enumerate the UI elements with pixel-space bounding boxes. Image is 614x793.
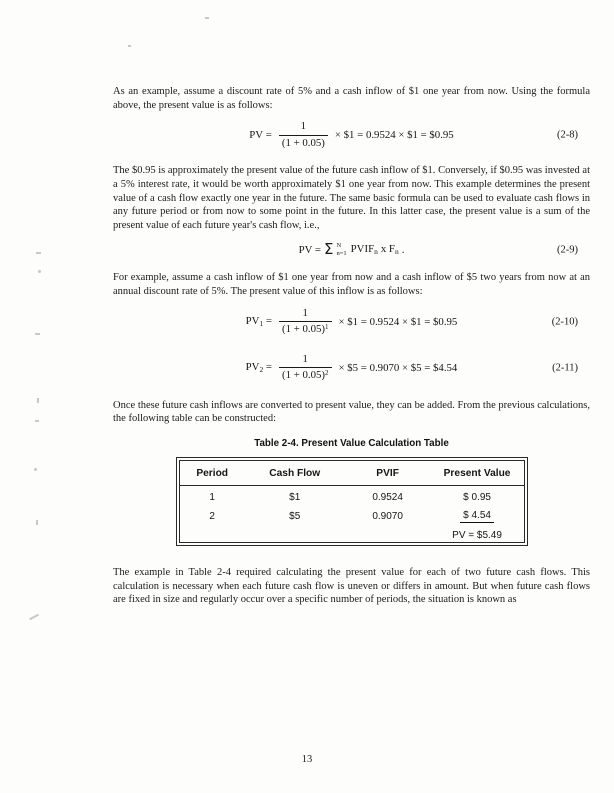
denominator-text: (1 + 0.05)	[282, 369, 325, 382]
table-cell: 2	[209, 510, 215, 522]
equation-2-10	[113, 307, 590, 337]
table-cell: $1	[289, 491, 301, 503]
equation-number: (2-8)	[557, 129, 578, 141]
eq-equals: =	[265, 128, 272, 141]
denominator-exponent: 2	[325, 369, 329, 378]
fraction	[279, 307, 331, 337]
fraction	[279, 353, 331, 383]
sigma-symbol: Σ	[324, 240, 334, 259]
pvif-term	[351, 243, 378, 256]
paragraph-discount-example: As an example, assume a discount rate of 5% and a cash inflow of $1 one year from now. Using the formula above, the present value is as follows:	[113, 86, 590, 111]
equation-2-11	[113, 353, 590, 383]
table-cell-empty	[245, 524, 345, 542]
present-value-table	[176, 457, 528, 546]
table-cell-empty	[180, 524, 245, 542]
col-header-period: Period	[180, 461, 245, 486]
fraction-numerator: 1	[302, 352, 308, 365]
eq-lead: PV =	[298, 243, 322, 256]
col-header-cash-flow: Cash Flow	[245, 461, 345, 486]
table-total-row	[180, 524, 524, 542]
pvif-text: PVIF	[350, 243, 375, 256]
paragraph-present-value-explanation: The $0.95 is approximately the present value of the future cash inflow of $1. Conversely, if $0.95 was invested at a 5% interest rate, it would be worth approximately $1 one year from now. This example determines the present value of a cash flow exactly one year in the future. The same basic formula can be used to evaluate cash flows in any future period or from now to some point in the future. In this latter case, the present value is a sum of the present value of each future year's cash flow, i.e.,	[113, 165, 590, 231]
page-number: 13	[301, 754, 313, 765]
f-term	[381, 243, 399, 256]
eq-rhs: × $1 = 0.9524 × $1 = $0.95	[338, 315, 458, 328]
pvif-subscript: n	[374, 247, 378, 257]
equation-number: (2-11)	[552, 362, 578, 374]
table-header-row	[180, 461, 524, 486]
table-cell: 0.9524	[372, 491, 403, 503]
denominator-exponent: 1	[325, 323, 329, 332]
scan-artifact	[35, 420, 39, 422]
eq-pv-subscript: 1	[259, 319, 264, 329]
equation-number: (2-10)	[551, 316, 578, 328]
col-header-pvif: PVIF	[345, 461, 431, 486]
paragraph-table-intro: Once these future cash inflows are converted to present value, they can be added. From the previous calculations, the following table can be constructed:	[113, 399, 590, 425]
sigma-lower-limit: n=1	[336, 249, 347, 257]
scan-artifact	[35, 333, 40, 335]
table-cell: $ 0.95	[463, 491, 491, 503]
eq-rhs: × $1 = 0.9524 × $1 = $0.95	[334, 129, 454, 142]
scan-artifact	[34, 468, 37, 471]
table-cell: 1	[209, 491, 215, 503]
equation-2-8	[113, 120, 590, 150]
eq-rhs: × $5 = 0.9070 × $5 = $4.54	[338, 361, 458, 374]
sigma-limits	[337, 242, 347, 257]
denominator-text: (1 + 0.05)	[282, 323, 325, 336]
f-subscript: n	[394, 247, 399, 257]
eq-pv: PV	[245, 361, 260, 374]
scan-artifact	[36, 252, 41, 254]
scan-artifact	[205, 17, 209, 19]
table-title: Table 2-4. Present Value Calculation Table	[254, 437, 449, 449]
col-header-present-value: Present Value	[431, 461, 524, 486]
f-text: x F	[380, 243, 395, 256]
fraction-denominator	[279, 135, 328, 150]
table-cell: 0.9070	[372, 510, 403, 522]
eq-lhs	[246, 361, 272, 374]
table-cell: $5	[289, 510, 301, 522]
eq-period: .	[401, 243, 405, 256]
paragraph-two-inflows-example: For example, assume a cash inflow of $1 one year from now and a cash inflow of $5 two years from now at an annual discount rate of 5%. The present value of this inflow is as follows:	[113, 272, 590, 298]
scan-artifact	[38, 270, 41, 273]
eq-lhs	[249, 129, 272, 142]
fraction-numerator: 1	[300, 120, 307, 133]
equation-2-9	[113, 242, 590, 257]
eq-lhs	[246, 315, 272, 328]
table-cell	[431, 504, 524, 524]
table-total-value: PV = $5.49	[452, 529, 502, 541]
table-row	[180, 485, 524, 504]
fraction-denominator	[279, 367, 331, 382]
eq-equals: =	[265, 361, 273, 374]
table-inner-border	[179, 460, 525, 543]
scan-artifact	[36, 520, 38, 525]
scan-artifact	[128, 45, 131, 47]
eq-pv-subscript: 2	[259, 365, 264, 375]
denominator-text: (1 + 0.05)	[281, 136, 325, 149]
scan-artifact	[29, 614, 39, 620]
table-cell-empty	[345, 524, 431, 542]
fraction-denominator	[279, 321, 331, 336]
equation-number: (2-9)	[557, 244, 578, 256]
table-row	[180, 504, 524, 524]
fraction-numerator: 1	[302, 306, 308, 319]
eq-pv: PV	[245, 315, 260, 328]
eq-equals: =	[265, 315, 273, 328]
sigma-upper-limit: N	[336, 242, 342, 250]
paragraph-conclusion: The example in Table 2-4 required calculating the present value for each of two future cash flows. This calculation is necessary when each future cash flow is uneven or differs in amount. But when future cash flows are fixed in size and regularly occur over a specific number of periods, the situation is known as	[113, 566, 590, 606]
scan-artifact	[37, 398, 39, 403]
fraction	[279, 120, 328, 150]
page-content	[113, 85, 590, 607]
eq-pv: PV	[249, 128, 264, 141]
sum-underlined-value: $ 4.54	[460, 510, 494, 523]
